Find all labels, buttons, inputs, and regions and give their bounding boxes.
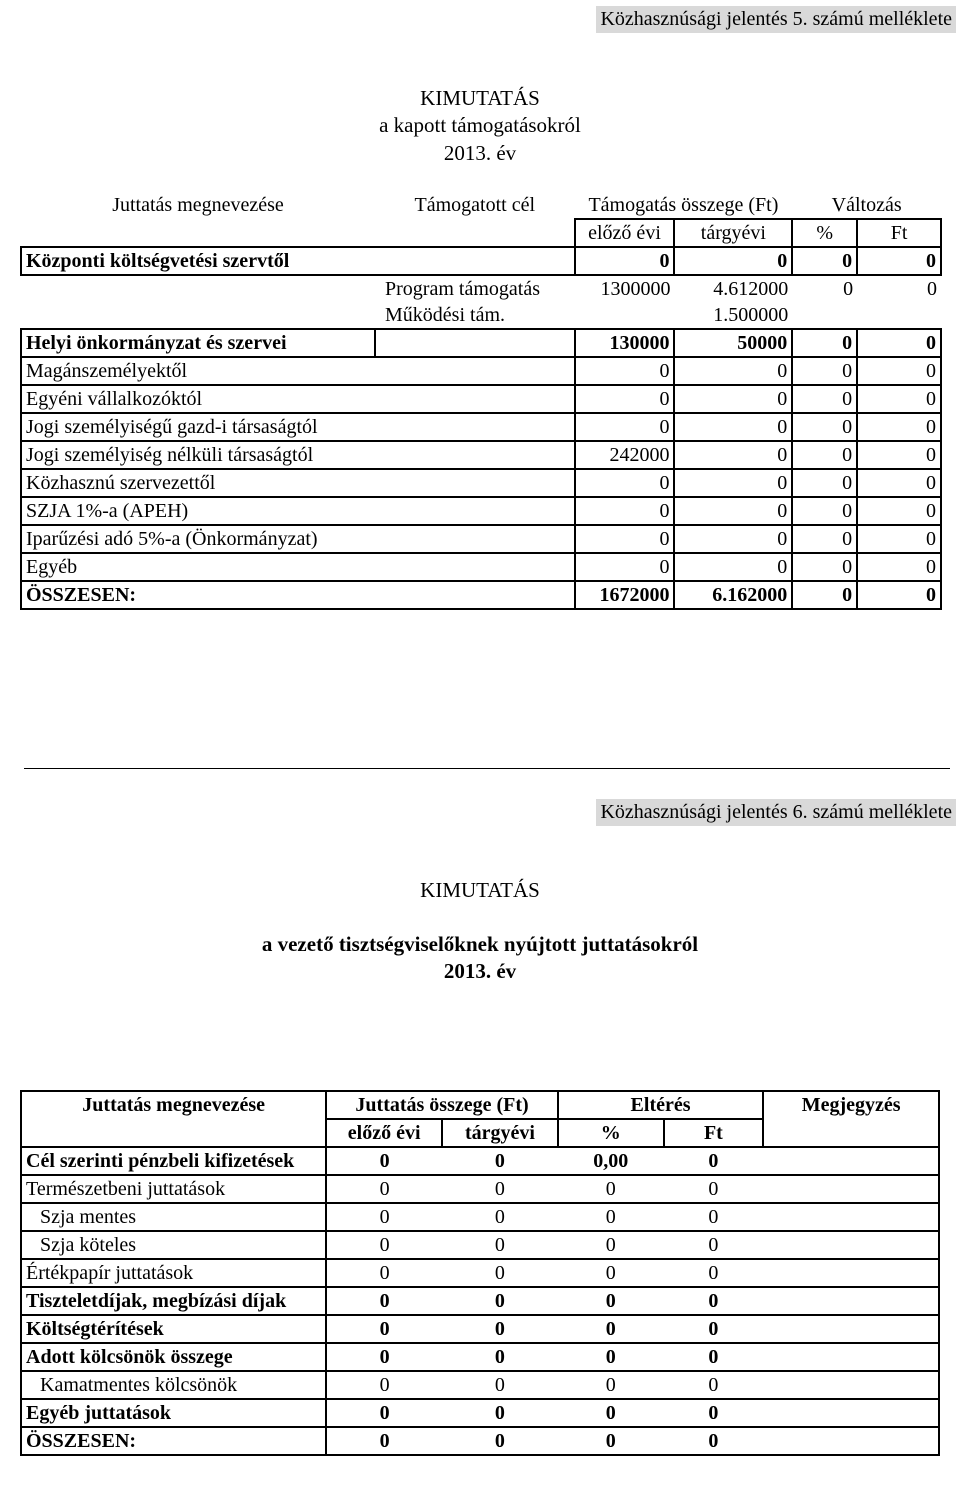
page2-title: KIMUTATÁS [420,878,540,902]
cell-pct: 0 [558,1203,664,1231]
cell-ft: 0 [664,1371,764,1399]
row-label: Tiszteletdíjak, megbízási díjak [21,1287,326,1315]
col-prev-header: előző évi [575,219,675,247]
cell-curr: 0 [442,1231,558,1259]
cell-pct: 0 [792,329,857,357]
cell-pct: 0 [558,1427,664,1455]
row-label: Szja köteles [21,1231,326,1259]
row-label: Iparűzési adó 5%-a (Önkormányzat) [21,525,375,553]
cell-prev: 0 [326,1175,442,1203]
cell-curr: 0 [442,1287,558,1315]
cell-curr: 0 [442,1203,558,1231]
cell-pct: 0 [558,1175,664,1203]
cell-curr: 0 [442,1427,558,1455]
target-operating: Működési tám. [385,304,506,326]
cell-prev: 0 [326,1259,442,1287]
page1-subtitle: a kapott támogatásokról [379,113,581,137]
table-row [21,1371,939,1399]
cell-curr: 0 [674,413,792,441]
cell-ft: 0 [664,1287,764,1315]
cell-prev: 130000 [575,329,675,357]
cell-prev: 0 [575,413,675,441]
cell-pct: 0 [792,357,857,385]
cell-ft: 0 [664,1147,764,1175]
table-row [21,1147,939,1175]
table-row [21,1343,939,1371]
cell-curr: 0 [674,357,792,385]
received-support-table [20,192,942,610]
cell-prev: 0 [326,1371,442,1399]
page1-year: 2013. év [443,141,517,165]
cell-ft: 0 [857,329,941,357]
row-label: Egyéb [21,553,575,581]
row-label: Központi költségvetési szervtől [21,247,575,275]
annex-5-header: Közhasznúsági jelentés 5. számú melléklete [596,6,956,33]
cell-prev: 0 [575,385,675,413]
cell-ft: 0 [857,413,941,441]
page-separator [24,768,950,769]
table-row [21,247,941,275]
cell-curr: 0 [442,1259,558,1287]
cell-prev: 1300000 [575,275,675,329]
row-label: Kamatmentes kölcsönök [21,1371,326,1399]
cell-curr: 0 [674,553,792,581]
row-label: Természetbeni juttatások [21,1175,326,1203]
cell-prev: 0 [326,1147,442,1175]
cell-pct: 0 [792,497,857,525]
table-row [21,413,941,441]
table-row [21,357,941,385]
table-row [21,1399,939,1427]
cell-prev: 0 [326,1399,442,1427]
cell-prev: 0 [326,1343,442,1371]
cell-curr-program: 4.612000 [713,278,789,300]
cell-ft: 0 [857,469,941,497]
col-amount-header: Juttatás összege (Ft) [326,1091,558,1119]
cell-pct: 0 [558,1371,664,1399]
table-row-total [21,1427,939,1455]
cell-prev: 0 [575,553,675,581]
cell-pct: 0 [792,275,857,329]
col-pct-header: % [558,1119,664,1147]
cell-pct: 0 [792,413,857,441]
cell-ft: 0 [664,1427,764,1455]
cell-prev: 0 [575,469,675,497]
row-label: Jogi személyiség nélküli társaságtól [21,441,375,469]
cell-ft: 0 [664,1231,764,1259]
cell-ft: 0 [664,1343,764,1371]
target-program: Program támogatás [385,278,540,300]
cell-pct: 0,00 [558,1147,664,1175]
col-note-header: Megjegyzés [763,1091,939,1119]
table-row [21,385,941,413]
cell-pct: 0 [792,553,857,581]
cell-curr: 0 [674,385,792,413]
table-row [21,525,941,553]
cell-pct: 0 [792,247,857,275]
cell-pct: 0 [558,1287,664,1315]
col-target-header: Támogatott cél [414,194,536,216]
cell-ft: 0 [857,247,941,275]
cell-curr: 0 [442,1371,558,1399]
table-row [21,441,941,469]
page2-subtitle: a vezető tisztségviselőknek nyújtott juttatásokról [261,932,699,956]
cell-prev: 0 [575,357,675,385]
row-label: SZJA 1%-a (APEH) [21,497,575,525]
cell-curr-operating: 1.500000 [713,304,789,326]
cell-pct: 0 [792,581,857,609]
table-row [21,1231,939,1259]
cell-ft: 0 [664,1259,764,1287]
row-label: Költségtérítések [21,1315,326,1343]
col-ft-header: Ft [664,1119,764,1147]
row-label: Adott kölcsönök összege [21,1343,326,1371]
cell-prev: 0 [326,1427,442,1455]
cell-pct: 0 [558,1315,664,1343]
col-name-header: Juttatás megnevezése [21,1091,326,1119]
cell-curr: 50000 [674,329,792,357]
cell-pct: 0 [792,385,857,413]
cell-ft: 0 [664,1399,764,1427]
col-prev-header: előző évi [326,1119,442,1147]
cell-ft: 0 [857,553,941,581]
table-row [21,1203,939,1231]
table-row [21,553,941,581]
row-label: ÖSSZESEN: [21,1427,326,1455]
table-row [21,1287,939,1315]
col-name-header: Juttatás megnevezése [112,194,284,216]
cell-pct: 0 [792,525,857,553]
col-ft-header: Ft [857,219,941,247]
cell-ft: 0 [664,1175,764,1203]
row-label: Szja mentes [21,1203,326,1231]
annex-6-header: Közhasznúsági jelentés 6. számú melléklete [596,799,956,826]
row-label: Helyi önkormányzat és szervei [21,329,375,357]
cell-pct: 0 [558,1399,664,1427]
col-curr-header: tárgyévi [442,1119,558,1147]
table-row [21,469,941,497]
cell-curr: 0 [674,441,792,469]
table-row [21,1175,939,1203]
cell-curr: 0 [442,1315,558,1343]
cell-prev: 0 [575,525,675,553]
col-diff-header: Eltérés [558,1091,763,1119]
cell-curr: 0 [674,469,792,497]
cell-ft: 0 [857,441,941,469]
cell-ft: 0 [664,1315,764,1343]
row-label: Cél szerinti pénzbeli kifizetések [21,1147,326,1175]
table-row [21,1315,939,1343]
cell-ft: 0 [857,581,941,609]
cell-curr: 0 [674,497,792,525]
cell-ft: 0 [857,525,941,553]
cell-curr: 0 [442,1147,558,1175]
col-curr-header: tárgyévi [674,219,792,247]
table-row [21,1259,939,1287]
cell-pct: 0 [558,1259,664,1287]
cell-prev: 0 [326,1287,442,1315]
cell-pct: 0 [558,1231,664,1259]
cell-ft: 0 [857,385,941,413]
page2-year: 2013. év [443,959,517,983]
row-label: Jogi személyiségű gazd-i társaságtól [21,413,375,441]
page1-title: KIMUTATÁS [420,86,540,110]
row-label: Egyéni vállalkozóktól [21,385,575,413]
col-amount-header: Támogatás összege (Ft) [588,194,779,216]
cell-curr: 6.162000 [674,581,792,609]
cell-curr: 0 [442,1399,558,1427]
cell-prev: 0 [326,1203,442,1231]
cell-ft: 0 [857,275,941,329]
table-row-total [21,581,941,609]
row-label: Magánszemélyektől [21,357,575,385]
table-row [21,497,941,525]
row-label: ÖSSZESEN: [21,581,575,609]
cell-pct: 0 [792,441,857,469]
cell-ft: 0 [857,497,941,525]
col-change-header: Változás [831,194,902,216]
cell-curr: 0 [674,247,792,275]
cell-pct: 0 [792,469,857,497]
cell-prev: 1672000 [575,581,675,609]
cell-prev: 0 [575,247,675,275]
cell-ft: 0 [664,1203,764,1231]
cell-ft: 0 [857,357,941,385]
row-label: Közhasznú szervezettől [21,469,575,497]
cell-curr: 0 [674,525,792,553]
row-label: Egyéb juttatások [21,1399,326,1427]
table-row [21,275,941,329]
col-pct-header: % [792,219,857,247]
cell-prev: 0 [575,497,675,525]
cell-prev: 0 [326,1315,442,1343]
row-label: Értékpapír juttatások [21,1259,326,1287]
cell-prev: 0 [326,1231,442,1259]
cell-pct: 0 [558,1343,664,1371]
cell-curr: 0 [442,1343,558,1371]
cell-curr: 0 [442,1175,558,1203]
cell-prev: 242000 [575,441,675,469]
table-row [21,329,941,357]
executive-benefits-table [20,1090,940,1456]
